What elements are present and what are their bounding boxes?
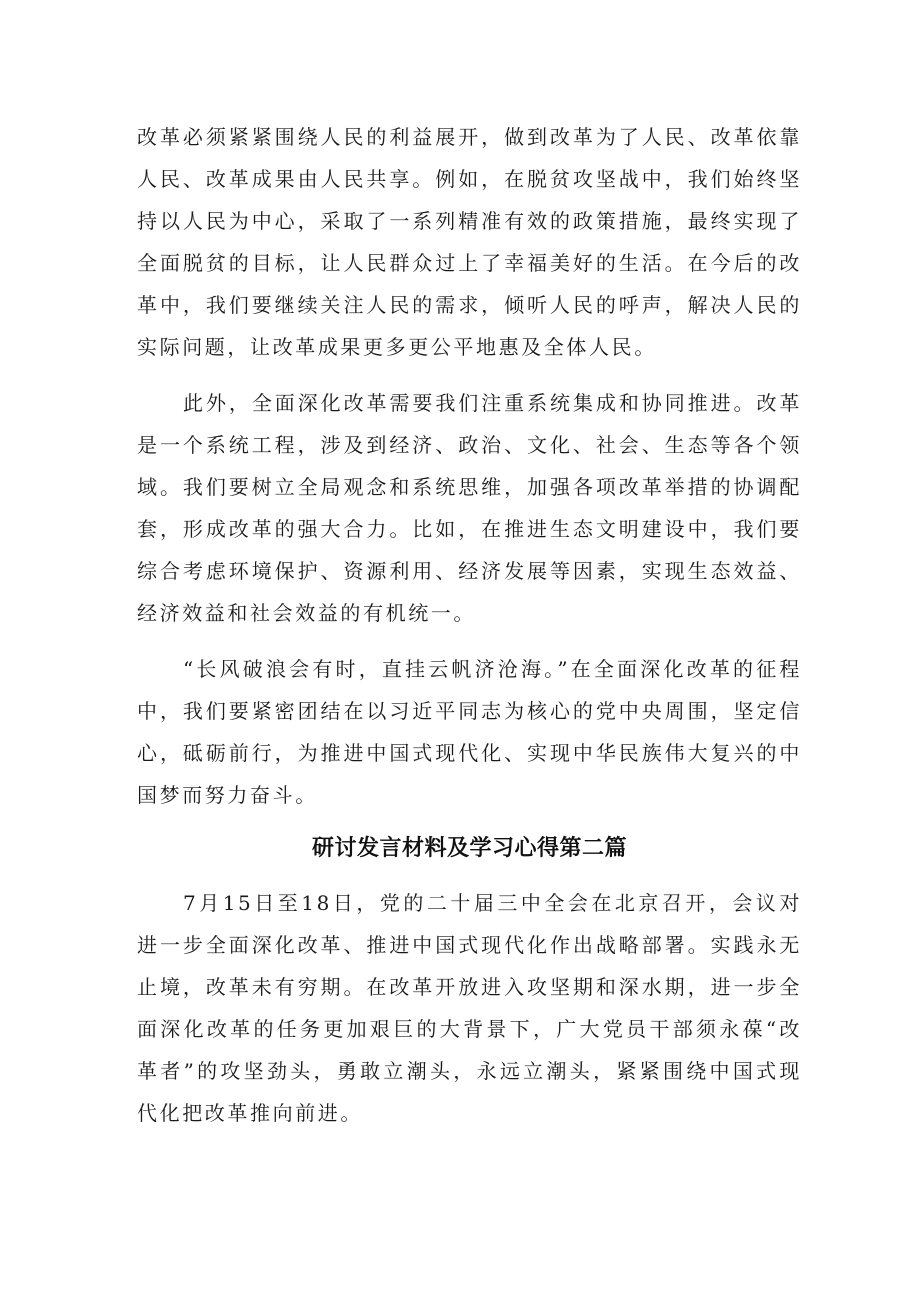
paragraph-plenary-session: 7月15日至18日，党的二十届三中全会在北京召开，会议对进一步全面深化改革、推进中国式现代化作出战略部署。实践永无止境，改革未有穷期。在改革开放进入攻坚期和深水期，进一步全面深化改革的任务更加艰巨的大背景下，广大党员干部须永葆“改革者”的攻坚劲头，勇敢立潮头，永远立潮头，紧紧围绕中国式现代化把改革推向前进。 — [137, 891, 802, 1125]
document-page — [137, 116, 802, 1134]
paragraph-people-centered: 改革必须紧紧围绕人民的利益展开，做到改革为了人民、改革依靠人民、改革成果由人民共享。例如，在脱贫攻坚战中，我们始终坚持以人民为中心，采取了一系列精准有效的政策措施，最终实现了全面脱贫的目标，让人民群众过上了幸福美好的生活。在今后的改革中，我们要继续关注人民的需求，倾听人民的呼声，解决人民的实际问题，让改革成果更多更公平地惠及全体人民。 — [137, 125, 802, 359]
paragraph-closing-quote: “长风破浪会有时，直挂云帆济沧海。”在全面深化改革的征程中，我们要紧密团结在以习近平同志为核心的党中央周围，坚定信心，砥砺前行，为推进中国式现代化、实现中华民族伟大复兴的中国梦而努力奋斗。 — [137, 657, 802, 807]
section-heading: 研讨发言材料及学习心得第二篇 — [311, 836, 627, 861]
paragraph-gap — [137, 368, 802, 382]
paragraph-system-integration: 此外，全面深化改革需要我们注重系统集成和协同推进。改革是一个系统工程，涉及到经济、政治、文化、社会、生态等各个领域。我们要树立全局观念和系统思维，加强各项改革举措的协调配套，形成改革的强大合力。比如，在推进生态文明建设中，我们要综合考虑环境保护、资源利用、经济发展等因素，实现生态效益、经济效益和社会效益的有机统一。 — [137, 391, 802, 625]
paragraph-gap — [137, 634, 802, 648]
